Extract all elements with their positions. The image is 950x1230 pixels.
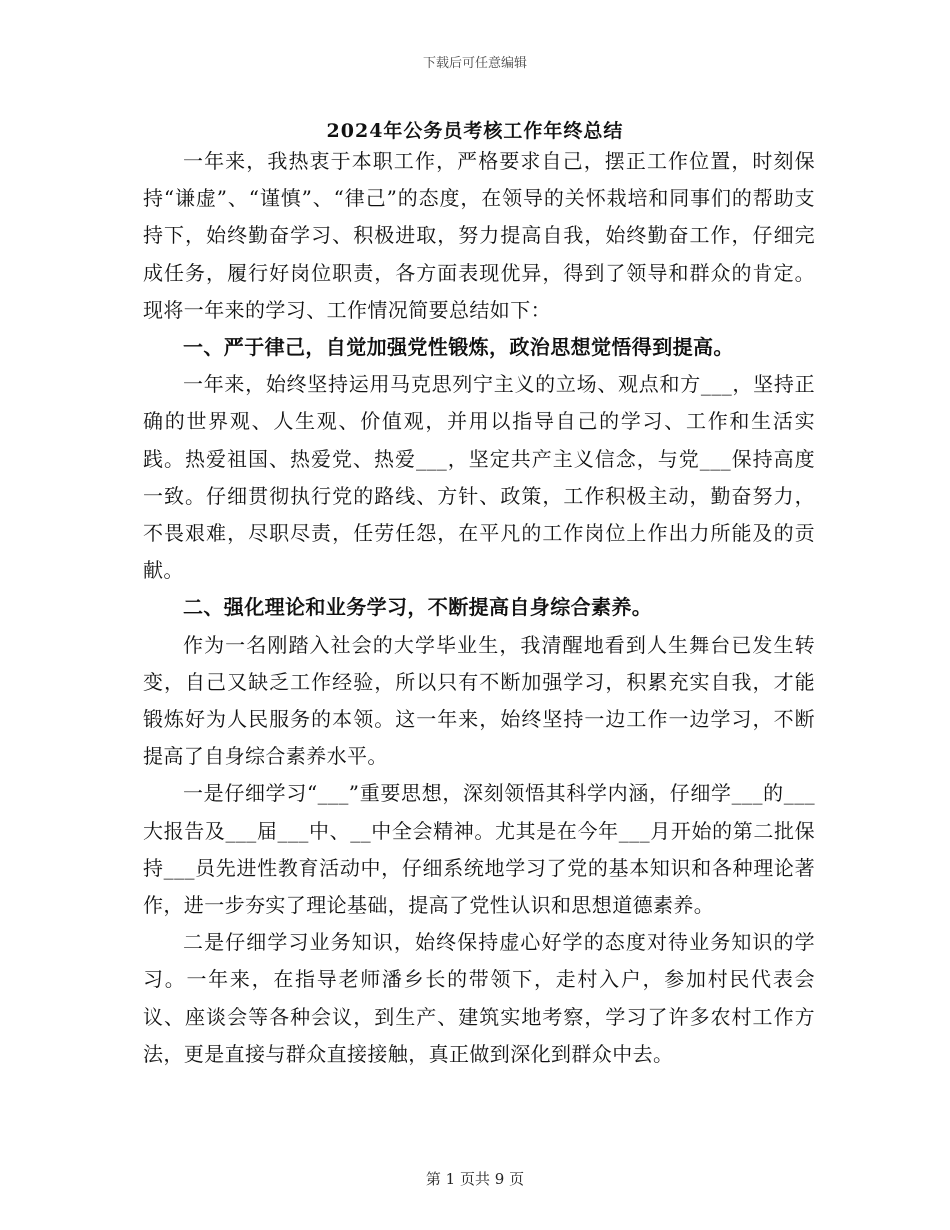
page-header-note: 下载后可任意编辑 xyxy=(422,56,527,71)
paragraph-section-2-point-1: 一是仔细学习“___”重要思想，深刻领悟其科学内涵，仔细学___的___大报告及___届___中、__中全会精神。尤其是在今年___月开始的第二批保持___员先进性教育活动中，仔细系统地学习了党的基本知识和各种理论著作，进一步夯实了理论基础，提高了党性认识和思想道德素养。 xyxy=(143,781,815,918)
document-body xyxy=(143,143,815,1073)
paragraph-section-2-point-2: 二是仔细学习业务知识，始终保持虚心好学的态度对待业务知识的学习。一年来，在指导老师潘乡长的带领下，走村入户，参加村民代表会议、座谈会等各种会议，到生产、建筑实地考察，学习了许多农村工作方法，更是直接与群众直接接触，真正做到深化到群众中去。 xyxy=(143,930,815,1066)
section-heading-2: 二、强化理论和业务学习，不断提高自身综合素养。 xyxy=(183,595,653,620)
page-number: 第 1 页共 9 页 xyxy=(425,1170,525,1188)
paragraph-section-1: 一年来，始终坚持运用马克思列宁主义的立场、观点和方___，坚持正确的世界观、人生观、价值观，并用以指导自己的学习、工作和生活实践。热爱祖国、热爱党、热爱___，坚定共产主义信念，与党___保持高度一致。仔细贯彻执行党的路线、方针、政策，工作积极主动，勤奋努力，不畏艰难，尽职尽责，任劳任怨，在平凡的工作岗位上作出力所能及的贡献。 xyxy=(143,372,815,583)
paragraph-intro: 一年来，我热衷于本职工作，严格要求自己，摆正工作位置，时刻保持“谦虚”、“谨慎”、“律己”的态度，在领导的关怀栽培和同事们的帮助支持下，始终勤奋学习、积极进取，努力提高自我，始终勤奋工作，仔细完成任务，履行好岗位职责，各方面表现优异，得到了领导和群众的肯定。现将一年来的学习、工作情况简要总结如下： xyxy=(143,149,815,322)
section-heading-1: 一、严于律己，自觉加强党性锻炼，政治思想觉悟得到提高。 xyxy=(183,335,734,360)
document-title: 2024年公务员考核工作年终总结 xyxy=(326,120,624,142)
paragraph-section-2-intro: 作为一名刚踏入社会的大学毕业生，我清醒地看到人生舞台已发生转变，自己又缺乏工作经验，所以只有不断加强学习，积累充实自我，才能锻炼好为人民服务的本领。这一年来，始终坚持一边工作一边学习，不断提高了自身综合素养水平。 xyxy=(143,632,815,769)
